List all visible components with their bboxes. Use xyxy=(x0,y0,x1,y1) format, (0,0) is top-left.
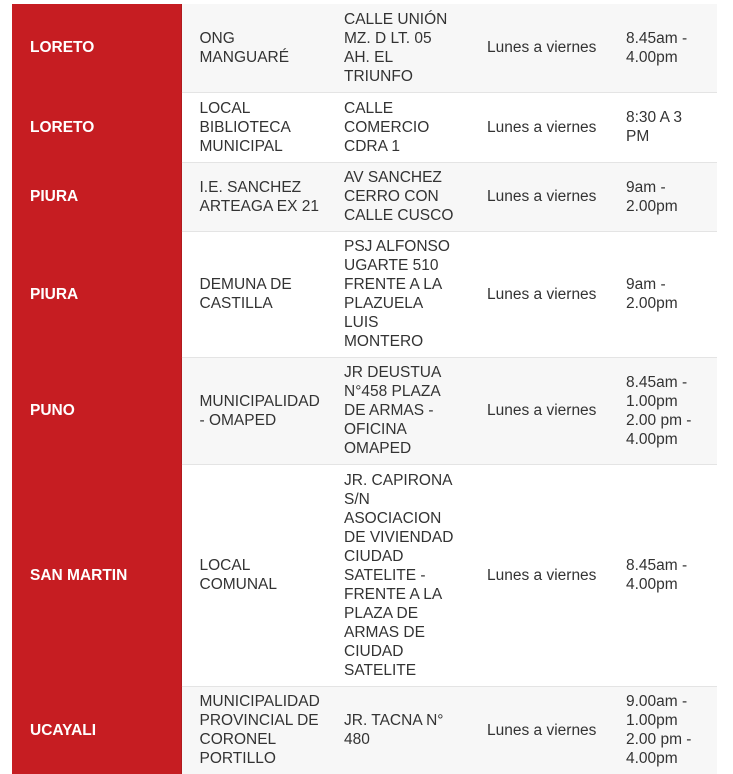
address-cell: CALLE UNIÓN MZ. D LT. 05 AH. EL TRIUNFO xyxy=(334,4,475,92)
days-cell: Lunes a viernes xyxy=(475,464,614,686)
table-row xyxy=(12,4,717,92)
table-row xyxy=(12,92,717,162)
region-cell: PIURA xyxy=(12,162,181,231)
region-cell: UCAYALI xyxy=(12,686,181,774)
table-row xyxy=(12,464,717,686)
place-cell: LOCAL BIBLIOTECA MUNICIPAL xyxy=(181,92,334,162)
region-cell: LORETO xyxy=(12,92,181,162)
place-cell: I.E. SANCHEZ ARTEAGA EX 21 xyxy=(181,162,334,231)
address-cell: JR DEUSTUA N°458 PLAZA DE ARMAS - OFICINA OMAPED xyxy=(334,357,475,464)
days-cell: Lunes a viernes xyxy=(475,4,614,92)
days-cell: Lunes a viernes xyxy=(475,686,614,774)
address-cell: PSJ ALFONSO UGARTE 510 FRENTE A LA PLAZUELA LUIS MONTERO xyxy=(334,231,475,357)
table-row xyxy=(12,162,717,231)
hours-cell: 8.45am - 4.00pm xyxy=(614,4,717,92)
hours-cell: 9.00am - 1.00pm 2.00 pm - 4.00pm xyxy=(614,686,717,774)
days-cell: Lunes a viernes xyxy=(475,162,614,231)
region-cell: PIURA xyxy=(12,231,181,357)
address-cell: JR. CAPIRONA S/N ASOCIACION DE VIVIENDAD CIUDAD SATELITE - FRENTE A LA PLAZA DE ARMAS DE CIUDAD SATELITE xyxy=(334,464,475,686)
address-cell: CALLE COMERCIO CDRA 1 xyxy=(334,92,475,162)
place-cell: MUNICIPALIDAD - OMAPED xyxy=(181,357,334,464)
region-cell: PUNO xyxy=(12,357,181,464)
region-cell: SAN MARTIN xyxy=(12,464,181,686)
table-row xyxy=(12,231,717,357)
place-cell: MUNICIPALIDAD PROVINCIAL DE CORONEL PORTILLO xyxy=(181,686,334,774)
hours-cell: 8:30 A 3 PM xyxy=(614,92,717,162)
days-cell: Lunes a viernes xyxy=(475,92,614,162)
address-cell: JR. TACNA N° 480 xyxy=(334,686,475,774)
region-cell: LORETO xyxy=(12,4,181,92)
address-cell: AV SANCHEZ CERRO CON CALLE CUSCO xyxy=(334,162,475,231)
hours-cell: 9am - 2.00pm xyxy=(614,231,717,357)
place-cell: LOCAL COMUNAL xyxy=(181,464,334,686)
days-cell: Lunes a viernes xyxy=(475,231,614,357)
hours-cell: 8.45am - 1.00pm 2.00 pm - 4.00pm xyxy=(614,357,717,464)
place-cell: ONG MANGUARÉ xyxy=(181,4,334,92)
locations-table xyxy=(12,4,717,774)
table-row xyxy=(12,686,717,774)
hours-cell: 9am - 2.00pm xyxy=(614,162,717,231)
days-cell: Lunes a viernes xyxy=(475,357,614,464)
table-row xyxy=(12,357,717,464)
hours-cell: 8.45am - 4.00pm xyxy=(614,464,717,686)
place-cell: DEMUNA DE CASTILLA xyxy=(181,231,334,357)
